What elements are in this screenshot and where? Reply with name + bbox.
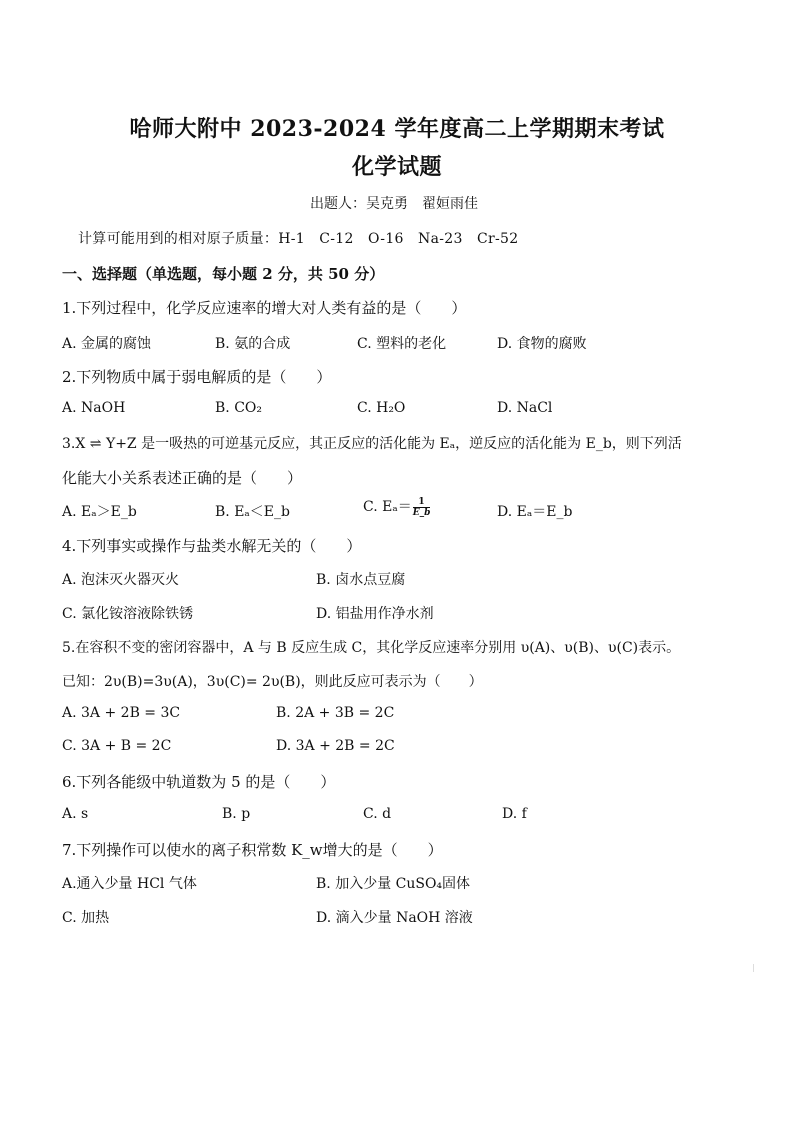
- question-1-option-c: C. 塑料的老化: [357, 336, 447, 352]
- exam-title: 哈师大附中 2023-2024 学年度高二上学期期末考试: [129, 116, 665, 142]
- scan-mark: [753, 964, 754, 972]
- question-1-option-d: D. 食物的腐败: [497, 336, 587, 352]
- question-1-option-a: A. 金属的腐蚀: [62, 336, 152, 352]
- question-6-option-c: C. d: [363, 806, 392, 822]
- question-2-stem: 2.下列物质中属于弱电解质的是（ ）: [62, 368, 332, 386]
- exam-authors: 出题人：吴克勇 翟姮雨佳: [310, 196, 478, 212]
- fraction: [413, 497, 431, 518]
- question-4-option-d: D. 铝盐用作净水剂: [316, 606, 434, 622]
- question-3-option-c-label: C. Eₐ＝: [363, 499, 412, 515]
- fraction-denominator: E_b: [412, 507, 431, 518]
- question-2-option-c: C. H₂O: [357, 400, 406, 416]
- atomic-masses-note: 计算可能用到的相对原子质量：H-1 C-12 O-16 Na-23 Cr-52: [78, 231, 519, 247]
- question-7-stem: 7.下列操作可以使水的离子积常数 K_w增大的是（ ）: [62, 841, 443, 859]
- question-6-stem: 6.下列各能级中轨道数为 5 的是（ ）: [62, 773, 336, 791]
- question-4-stem: 4.下列事实或操作与盐类水解无关的（ ）: [62, 537, 362, 555]
- question-3-option-d: D. Eₐ＝E_b: [497, 504, 573, 520]
- question-5-option-c: C. 3A + B = 2C: [62, 738, 172, 754]
- question-2-option-d: D. NaCl: [497, 400, 553, 416]
- question-7-option-d: D. 滴入少量 NaOH 溶液: [316, 910, 473, 926]
- question-4-option-c: C. 氯化铵溶液除铁锈: [62, 606, 194, 622]
- question-5-option-d: D. 3A + 2B = 2C: [276, 738, 395, 754]
- question-7-option-a: A.通入少量 HCl 气体: [62, 876, 197, 892]
- question-4-option-a: A. 泡沫灭火器灭火: [62, 572, 180, 588]
- question-3-option-c: [363, 496, 430, 518]
- question-5-stem-line2: 已知：2υ(B)=3υ(A)，3υ(C)= 2υ(B)，则此反应可表示为（ ）: [62, 674, 483, 690]
- question-5-option-a: A. 3A + 2B = 3C: [62, 705, 181, 721]
- question-3-option-b: B. Eₐ＜E_b: [215, 504, 290, 520]
- question-1-stem: 1.下列过程中，化学反应速率的增大对人类有益的是（ ）: [62, 299, 467, 317]
- question-6-option-a: A. s: [62, 806, 89, 822]
- question-2-option-b: B. CO₂: [215, 400, 262, 416]
- question-7-option-b: B. 加入少量 CuSO₄固体: [316, 876, 471, 892]
- exam-subtitle: 化学试题: [351, 154, 442, 180]
- question-5-stem-line1: 5.在容积不变的密闭容器中，A 与 B 反应生成 C，其化学反应速率分别用 υ(A)、υ(B)、υ(C)表示。: [62, 640, 681, 656]
- question-1-option-b: B. 氨的合成: [215, 336, 291, 352]
- question-2-option-a: A. NaOH: [62, 400, 126, 416]
- question-5-option-b: B. 2A + 3B = 2C: [276, 705, 395, 721]
- question-7-option-c: C. 加热: [62, 910, 110, 926]
- fraction-numerator: 1: [413, 497, 431, 508]
- question-3-stem-line1: 3.X ⇌ Y+Z 是一吸热的可逆基元反应，其正反应的活化能为 Eₐ，逆反应的活化能为 E_b，则下列活: [62, 436, 682, 452]
- question-3-option-a: A. Eₐ＞E_b: [62, 504, 137, 520]
- question-6-option-d: D. f: [502, 806, 527, 822]
- question-6-option-b: B. p: [222, 806, 251, 822]
- question-3-stem-line2: 化能大小关系表述正确的是（ ）: [62, 469, 303, 487]
- section-heading: 一、选择题（单选题，每小题 2 分，共 50 分）: [62, 265, 385, 283]
- question-4-option-b: B. 卤水点豆腐: [316, 572, 406, 588]
